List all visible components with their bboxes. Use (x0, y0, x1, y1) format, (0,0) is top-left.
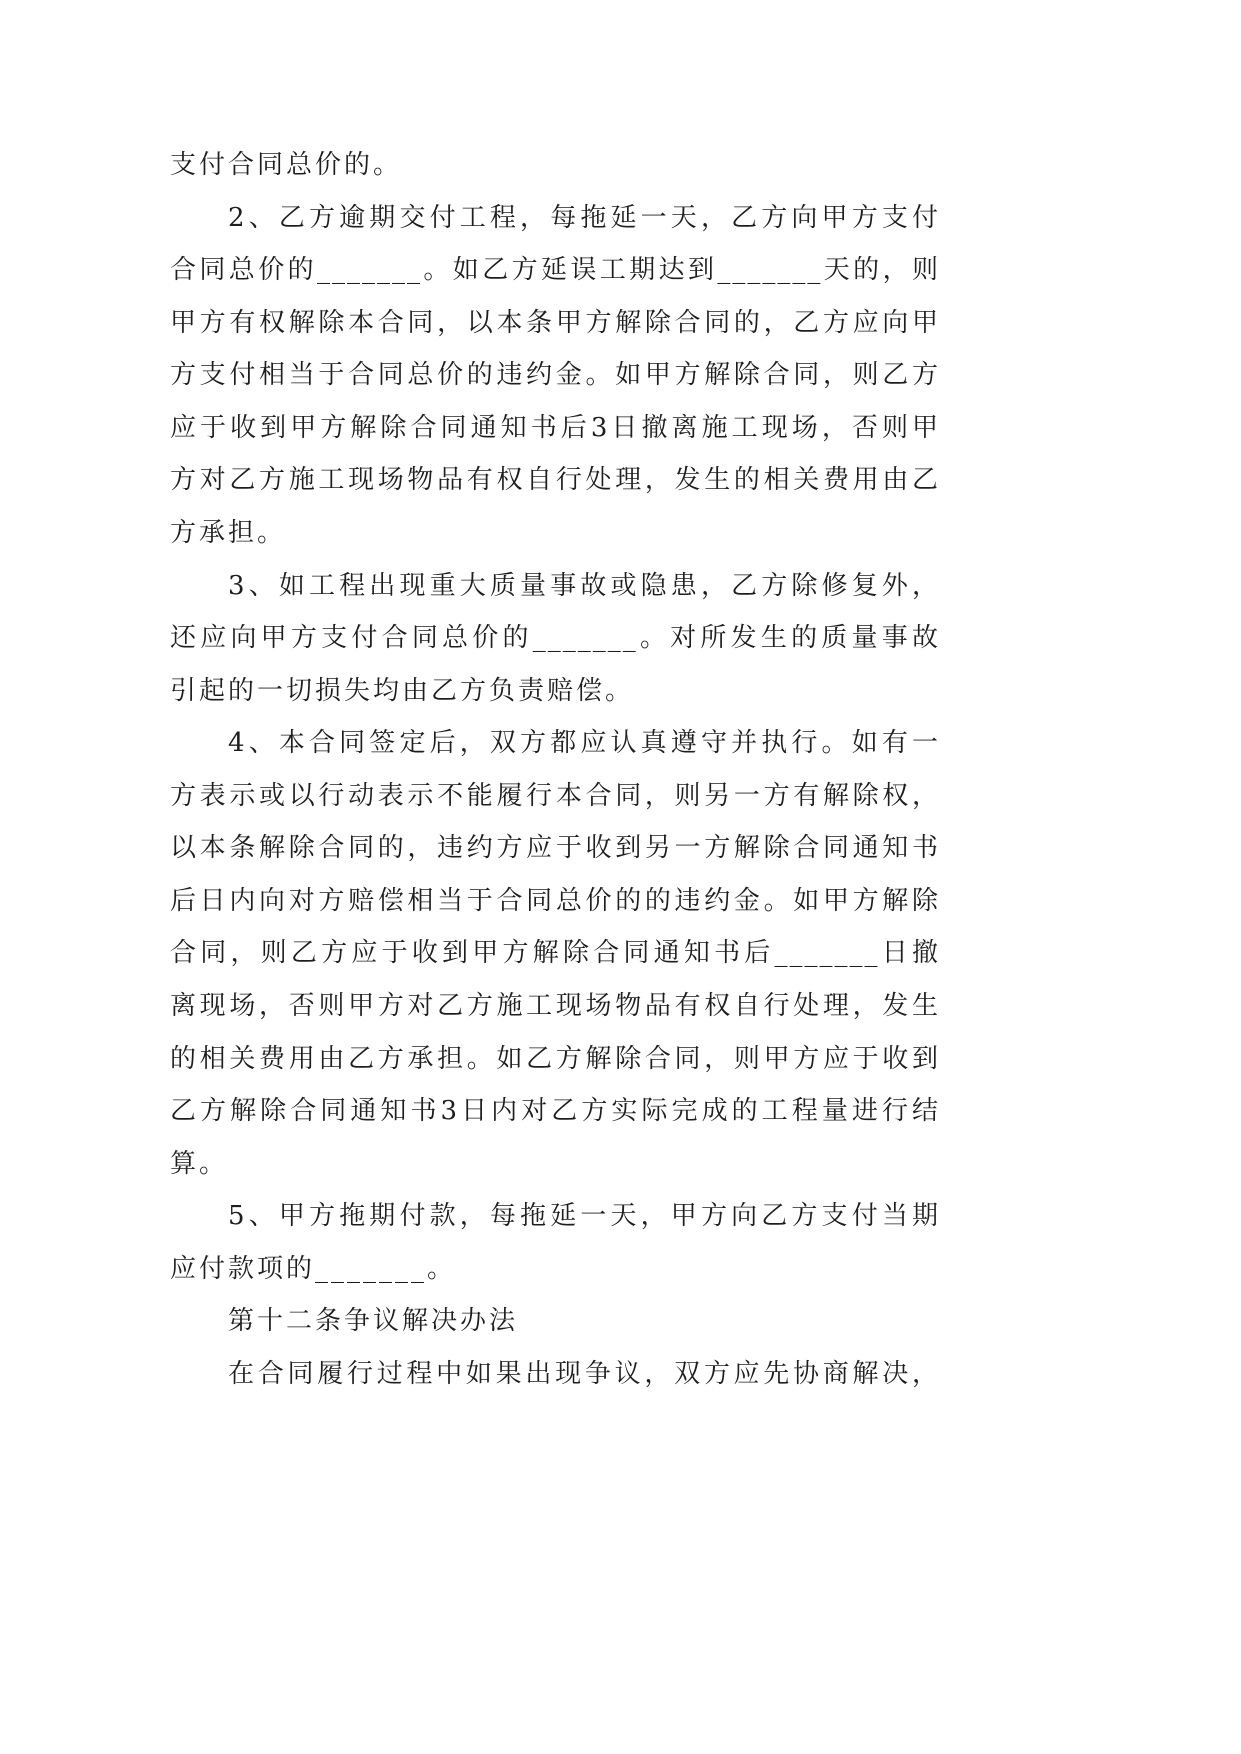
paragraph-dispute-resolution (170, 1348, 940, 1401)
text-line: 方表示或以行动表示不能履行本合同，则另一方有解除权， (170, 780, 940, 811)
section-heading: 第十二条争议解决办法 (228, 1306, 519, 1337)
text-line: 4、本合同签定后，双方都应认真遵守并执行。如有一 (228, 728, 940, 759)
text-line: 方支付相当于合同总价的违约金。如甲方解除合同，则乙方 (170, 360, 940, 391)
text-line: 在合同履行过程中如果出现争议，双方应先协商解决， (228, 1358, 940, 1389)
text-line: 以本条解除合同的，违约方应于收到另一方解除合同通知书 (170, 833, 940, 864)
text-line: 引起的一切损失均由乙方负责赔偿。 (170, 675, 635, 706)
document-body (170, 139, 940, 1401)
text-line: 算。 (170, 1148, 229, 1179)
text-line: 5、甲方拖期付款，每拖延一天，甲方向乙方支付当期 (228, 1201, 940, 1232)
text-line: 离现场，否则甲方对乙方施工现场物品有权自行处理，发生 (170, 991, 940, 1021)
paragraph-continuation (170, 139, 940, 192)
paragraph-clause-3 (170, 560, 940, 718)
text-line: 3、如工程出现重大质量事故或隐患，乙方除修复外， (228, 570, 940, 601)
paragraph-clause-4 (170, 717, 940, 1190)
text-line: 合同，则乙方应于收到甲方解除合同通知书后_______日撤 (170, 938, 940, 969)
text-line: 还应向甲方支付合同总价的_______。对所发生的质量事故 (170, 623, 940, 654)
text-line: 合同总价的_______。如乙方延误工期达到_______天的，则 (170, 255, 940, 286)
text-line: 应于收到甲方解除合同通知书后3日撤离施工现场，否则甲 (170, 412, 940, 443)
paragraph-clause-5 (170, 1190, 940, 1295)
text-line: 的相关费用由乙方承担。如乙方解除合同，则甲方应于收到 (170, 1043, 940, 1074)
text-line: 方承担。 (170, 517, 287, 548)
text-line: 方对乙方施工现场物品有权自行处理，发生的相关费用由乙 (170, 465, 940, 496)
text-line: 应付款项的_______。 (170, 1253, 457, 1284)
text-line: 甲方有权解除本合同，以本条甲方解除合同的，乙方应向甲 (170, 307, 940, 338)
text-line: 2、乙方逾期交付工程，每拖延一天，乙方向甲方支付 (228, 202, 940, 233)
text-line: 后日内向对方赔偿相当于合同总价的的违约金。如甲方解除 (170, 885, 940, 916)
paragraph-clause-2 (170, 192, 940, 560)
text-line: 支付合同总价的。 (170, 150, 403, 180)
text-line: 乙方解除合同通知书3日内对乙方实际完成的工程量进行结 (170, 1096, 940, 1127)
